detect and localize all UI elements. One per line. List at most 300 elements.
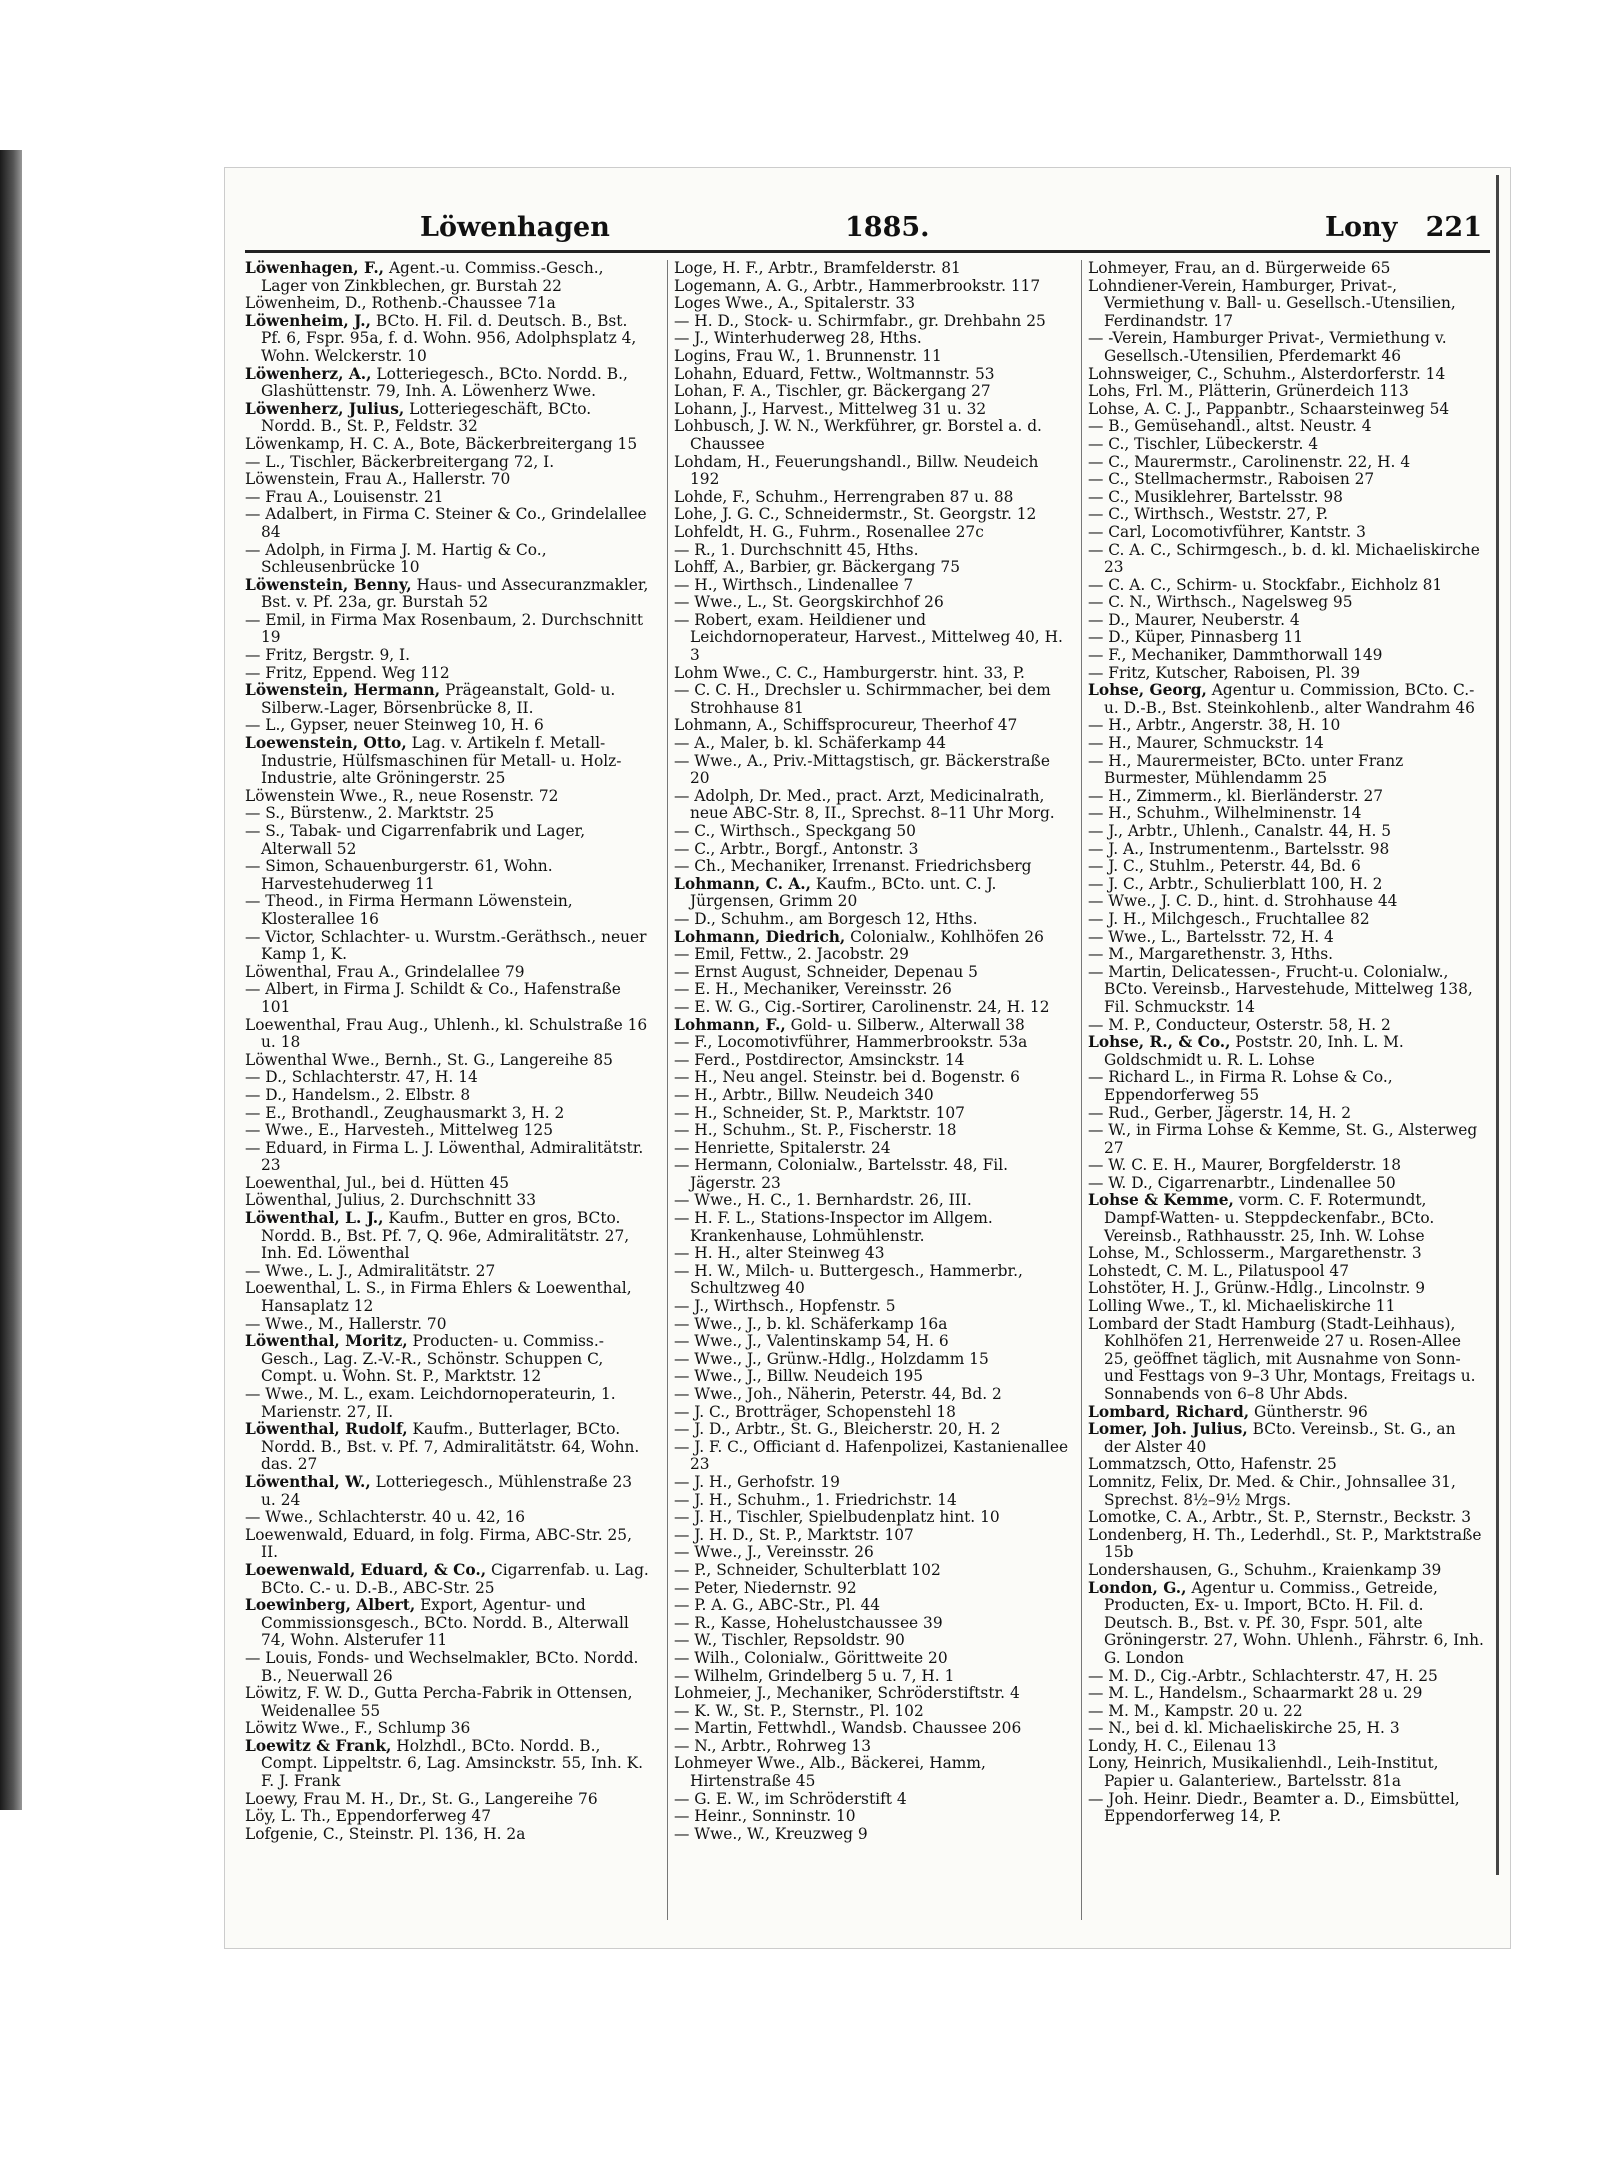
directory-entry xyxy=(245,1527,650,1562)
entry-text: Lolling Wwe., T., kl. Michaeliskirche 11 xyxy=(1088,1297,1396,1316)
entry-name: Lohmann, Diedrich, xyxy=(674,927,846,946)
entry-text: — J. H., Tischler, Spielbudenplatz hint. 10 xyxy=(674,1508,1000,1527)
directory-entry xyxy=(245,612,650,647)
column-1 xyxy=(245,260,650,1920)
directory-entry xyxy=(674,1263,1072,1298)
directory-entry xyxy=(674,1703,1072,1721)
entry-text: — Wilhelm, Grindelberg 5 u. 7, H. 1 xyxy=(674,1666,955,1685)
directory-entry xyxy=(245,1105,650,1123)
entry-text: — M., Margarethenstr. 3, Hths. xyxy=(1088,945,1334,964)
directory-entry xyxy=(1088,1703,1486,1721)
entry-text: — Emil, in Firma Max Rosenbaum, 2. Durchschnitt 19 xyxy=(245,610,644,647)
entry-text: Loewenthal, Jul., bei d. Hütten 45 xyxy=(245,1173,510,1192)
directory-entry xyxy=(245,665,650,683)
entry-text: Loewenthal, L. S., in Firma Ehlers & Loewenthal, Hansaplatz 12 xyxy=(245,1279,632,1316)
directory-entry xyxy=(674,1052,1072,1070)
entry-name: Löwenthal, Rudolf, xyxy=(245,1420,408,1439)
directory-entry xyxy=(674,1333,1072,1351)
directory-entry xyxy=(674,841,1072,859)
entry-text: Lohbusch, J. W. N., Werkführer, gr. Borstel a. d. Chaussee xyxy=(674,417,1042,453)
entry-text: — J. H. D., St. P., Marktstr. 107 xyxy=(674,1525,914,1544)
directory-entry xyxy=(245,1017,650,1052)
directory-entry xyxy=(674,1668,1072,1686)
directory-entry xyxy=(1088,1316,1486,1404)
directory-entry xyxy=(674,401,1072,419)
directory-entry xyxy=(1088,1192,1486,1245)
directory-entry xyxy=(674,1632,1072,1650)
directory-entry xyxy=(674,348,1072,366)
directory-entry xyxy=(1088,717,1486,735)
directory-entry xyxy=(674,1544,1072,1562)
entry-text: Agentur u. Commiss., Getreide, Producten, Ex- u. Import, BCto. H. Fil. d. Deutsch. B., Bst. v. Pf. 30, Fspr. 501, alte Gröningerstr. 27, Wohn. Uhlenh., Fährstr. 6, Inh. G. London xyxy=(1104,1578,1484,1667)
directory-entry xyxy=(245,1421,650,1474)
entry-text: Londy, H. C., Eilenau 13 xyxy=(1088,1736,1277,1755)
entry-text: BCto. Vereinsb., St. G., an der Alster 40 xyxy=(1104,1420,1456,1456)
directory-entry xyxy=(674,1404,1072,1422)
directory-entry xyxy=(674,911,1072,929)
entry-text: — Wwe., L., Bartelsstr. 72, H. 4 xyxy=(1088,927,1334,946)
directory-entry xyxy=(1088,1421,1486,1456)
page-header xyxy=(245,210,1490,253)
directory-entry xyxy=(245,366,650,401)
entry-name: Löwenstein, Benny, xyxy=(245,575,412,594)
entry-text: — C., Wirthsch., Speckgang 50 xyxy=(674,822,916,840)
directory-entry xyxy=(1088,1738,1486,1756)
entry-text: — B., Gemüsehandl., altst. Neustr. 4 xyxy=(1088,417,1372,436)
entry-text: Lohahn, Eduard, Fettw., Woltmannstr. 53 xyxy=(674,364,995,383)
directory-entry xyxy=(1088,1245,1486,1263)
entry-name: Loewinberg, Albert, xyxy=(245,1596,416,1615)
entry-text: — S., Bürstenw., 2. Marktstr. 25 xyxy=(245,804,495,823)
directory-entry xyxy=(245,929,650,964)
entry-text: Prägeanstalt, Gold- u. Silberw.-Lager, Börsenbrücke 8, II. xyxy=(261,681,616,717)
entry-text: Haus- und Assecuranzmakler, Bst. v. Pf. 23a, gr. Burstah 52 xyxy=(261,575,649,612)
entry-text: — R., 1. Durchschnitt 45, Hths. xyxy=(674,540,919,559)
entry-text: — Wwe., A., Priv.-Mittagstisch, gr. Bäckerstraße 20 xyxy=(674,751,1050,788)
entry-text: — C. N., Wirthsch., Nagelsweg 95 xyxy=(1088,593,1353,612)
entry-text: — H., Maurermeister, BCto. unter Franz Burmester, Mühlendamm 25 xyxy=(1088,751,1404,788)
directory-entry xyxy=(1088,1280,1486,1298)
book-spine-edge xyxy=(0,150,22,1810)
entry-text: vorm. C. F. Rotermundt, Dampf-Watten- u. Steppdeckenfabr., BCto. Vereinsb., Rathhausstr. 25, Inh. W. Lohse xyxy=(1104,1191,1435,1245)
entry-text: — N., bei d. kl. Michaeliskirche 25, H. 3 xyxy=(1088,1719,1400,1738)
directory-entry xyxy=(245,964,650,982)
entry-text: — Wilh., Colonialw., Görittweite 20 xyxy=(674,1648,948,1667)
entry-text: — R., Kasse, Hohelustchaussee 39 xyxy=(674,1613,943,1632)
entry-text: — Fritz, Eppend. Weg 112 xyxy=(245,663,450,682)
entry-text: — Adalbert, in Firma C. Steiner & Co., Grindelallee 84 xyxy=(245,505,647,541)
directory-entry xyxy=(1088,542,1486,577)
entry-text: Lohse, M., Schlosserm., Margarethenstr. 3 xyxy=(1088,1244,1422,1263)
directory-entry xyxy=(674,1738,1072,1756)
entry-text: — H., Arbtr., Billw. Neudeich 340 xyxy=(674,1085,934,1104)
directory-entry xyxy=(245,1316,650,1334)
entry-text: — C., Musiklehrer, Bartelsstr. 98 xyxy=(1088,487,1343,506)
entry-text: — Rud., Gerber, Jägerstr. 14, H. 2 xyxy=(1088,1103,1352,1122)
directory-entry xyxy=(1088,1404,1486,1422)
entry-name: London, G., xyxy=(1088,1578,1187,1597)
entry-text: Kaufm., BCto. unt. C. J. Jürgensen, Grimm 20 xyxy=(690,874,997,911)
entry-text: Lohs, Frl. M., Plätterin, Grünerdeich 113 xyxy=(1088,382,1409,401)
entry-name: Loewitz & Frank, xyxy=(245,1736,392,1755)
entry-text: — Victor, Schlachter- u. Wurstm.-Geräthsch., neuer Kamp 1, K. xyxy=(245,927,647,964)
entry-text: Agentur u. Commission, BCto. C.- u. D.-B., Bst. Steinkohlenb., alter Wandrahm 46 xyxy=(1104,681,1475,717)
entry-text: — Albert, in Firma J. Schildt & Co., Hafenstraße 101 xyxy=(245,980,621,1016)
running-head-right: Lony xyxy=(1325,212,1398,243)
directory-entry xyxy=(1088,735,1486,753)
directory-entry xyxy=(1088,823,1486,841)
entry-text: — Wwe., J., Valentinskamp 54, H. 6 xyxy=(674,1332,949,1351)
entry-text: — C., Arbtr., Borgf., Antonstr. 3 xyxy=(674,839,919,858)
entry-text: — Heinr., Sonninstr. 10 xyxy=(674,1807,856,1826)
entry-text: — Wwe., J., Billw. Neudeich 195 xyxy=(674,1367,924,1386)
entry-text: — E. H., Mechaniker, Vereinsstr. 26 xyxy=(674,980,952,999)
entry-text: — C. C. H., Drechsler u. Schirmmacher, bei dem Strohhause 81 xyxy=(674,681,1051,717)
directory-entry xyxy=(245,1192,650,1210)
directory-entry xyxy=(1088,1034,1486,1069)
entry-text: Lohm Wwe., C. C., Hamburgerstr. hint. 33, P. xyxy=(674,663,1025,682)
entry-text: — Wwe., M., Hallerstr. 70 xyxy=(245,1314,447,1333)
entry-name: Lomer, Joh. Julius, xyxy=(1088,1420,1248,1439)
directory-entry xyxy=(1088,1755,1486,1790)
directory-entry xyxy=(674,313,1072,331)
directory-entry xyxy=(245,1140,650,1175)
entry-text: Lohse, A. C. J., Pappanbtr., Schaarsteinweg 54 xyxy=(1088,399,1450,418)
entry-text: — -Verein, Hamburger Privat-, Vermiethung v. Gesellsch.-Utensilien, Pferdemarkt 46 xyxy=(1088,329,1447,365)
directory-entry xyxy=(1088,383,1486,401)
directory-entry xyxy=(674,1474,1072,1492)
directory-entry xyxy=(674,1755,1072,1790)
directory-entry xyxy=(245,1069,650,1087)
directory-entry xyxy=(245,1122,650,1140)
entry-text: — Wwe., W., Kreuzweg 9 xyxy=(674,1824,868,1843)
entry-text: — Wwe., H. C., 1. Bernhardstr. 26, III. xyxy=(674,1191,972,1210)
entry-text: — S., Tabak- und Cigarrenfabrik und Lager, Alterwall 52 xyxy=(245,822,586,858)
directory-entry xyxy=(674,594,1072,612)
entry-text: — Wwe., J., b. kl. Schäferkamp 16a xyxy=(674,1314,948,1333)
entry-text: — F., Locomotivführer, Hammerbrookstr. 53a xyxy=(674,1033,1028,1052)
directory-entry xyxy=(674,1192,1072,1210)
entry-text: — P., Schneider, Schulterblatt 102 xyxy=(674,1560,941,1579)
entry-text: Londershausen, G., Schuhm., Kraienkamp 39 xyxy=(1088,1560,1442,1579)
directory-entry xyxy=(674,454,1072,489)
page-number: 221 xyxy=(1425,212,1482,243)
entry-text: — H., Schuhm., Wilhelminenstr. 14 xyxy=(1088,804,1362,823)
entry-text: — H., Neu angel. Steinstr. bei d. Bogenstr. 6 xyxy=(674,1068,1020,1087)
directory-entry xyxy=(245,1650,650,1685)
entry-text: — C., Stellmachermstr., Raboisen 27 xyxy=(1088,470,1375,489)
entry-text: — Wwe., L., St. Georgskirchhof 26 xyxy=(674,593,944,612)
directory-entry xyxy=(674,735,1072,753)
entry-name: Lohmann, F., xyxy=(674,1015,786,1034)
entry-text: — J. C., Stuhlm., Peterstr. 44, Bd. 6 xyxy=(1088,857,1361,876)
directory-entry xyxy=(674,1492,1072,1510)
directory-entry xyxy=(674,418,1072,453)
entry-text: — Martin, Fettwhdl., Wandsb. Chaussee 206 xyxy=(674,1719,1022,1738)
entry-text: Lohnsweiger, C., Schuhm., Alsterdorferstr. 14 xyxy=(1088,364,1446,383)
entry-text: — C., Wirthsch., Weststr. 27, P. xyxy=(1088,505,1329,524)
entry-text: — Hermann, Colonialw., Bartelsstr. 48, Fil. Jägerstr. 23 xyxy=(674,1156,1009,1192)
directory-entry xyxy=(674,1386,1072,1404)
entry-text: — Wwe., M. L., exam. Leichdornoperateurin, 1. Marienstr. 27, II. xyxy=(245,1385,616,1421)
entry-text: Löwenstein Wwe., R., neue Rosenstr. 72 xyxy=(245,786,559,805)
directory-entry xyxy=(1088,629,1486,647)
directory-entry xyxy=(245,1720,650,1738)
directory-entry xyxy=(245,542,650,577)
directory-entry xyxy=(674,330,1072,348)
column-3 xyxy=(1081,260,1486,1920)
entry-text: BCto. H. Fil. d. Deutsch. B., Bst. Pf. 6, Fspr. 95a, f. d. Wohn. 956, Adolphsplatz 4, Wohn. Welckerstr. 10 xyxy=(261,311,637,365)
directory-entry xyxy=(1088,1263,1486,1281)
entry-text: — D., Küper, Pinnasberg 11 xyxy=(1088,628,1304,647)
entry-text: — W., Tischler, Repsoldstr. 90 xyxy=(674,1631,905,1650)
entry-text: Loge, H. F., Arbtr., Bramfelderstr. 81 xyxy=(674,260,961,277)
entry-text: — J. F. C., Officiant d. Hafenpolizei, Kastanienallee 23 xyxy=(674,1437,1069,1474)
directory-entry xyxy=(674,964,1072,982)
directory-entry xyxy=(674,1157,1072,1192)
entry-text: — Ferd., Postdirector, Amsinckstr. 14 xyxy=(674,1050,965,1069)
directory-entry xyxy=(245,858,650,893)
entry-text: — W. C. E. H., Maurer, Borgfelderstr. 18 xyxy=(1088,1156,1402,1175)
entry-text: Lommatzsch, Otto, Hafenstr. 25 xyxy=(1088,1455,1337,1474)
entry-text: Lag. v. Artikeln f. Metall-Industrie, Hülfsmaschinen für Metall- u. Holz-Industrie, alte Gröningerstr. 25 xyxy=(261,734,622,788)
entry-text: — J., Winterhuderweg 28, Hths. xyxy=(674,329,922,348)
entry-text: — J., Arbtr., Uhlenh., Canalstr. 44, H. 5 xyxy=(1088,822,1392,840)
column-2 xyxy=(667,260,1072,1920)
directory-entry xyxy=(1088,665,1486,683)
entry-text: — J. C., Arbtr., Schulierblatt 100, H. 2 xyxy=(1088,874,1383,893)
entry-text: — H. H., alter Steinweg 43 xyxy=(674,1244,885,1263)
entry-text: Colonialw., Kohlhöfen 26 xyxy=(845,927,1044,946)
entry-text: — C., Maurermstr., Carolinenstr. 22, H. 4 xyxy=(1088,452,1411,471)
entry-name: Löwenthal, W., xyxy=(245,1472,371,1491)
page-year: 1885. xyxy=(845,212,930,243)
entry-name: Löwenstein, Hermann, xyxy=(245,681,441,700)
directory-entry xyxy=(1088,454,1486,472)
entry-text: Löy, L. Th., Eppendorferweg 47 xyxy=(245,1807,491,1826)
entry-text: — H., Schneider, St. P., Marktstr. 107 xyxy=(674,1103,965,1122)
directory-entry xyxy=(674,665,1072,683)
entry-text: — M. P., Conducteur, Osterstr. 58, H. 2 xyxy=(1088,1015,1391,1034)
entry-text: Holzhdl., BCto. Nordd. B., Compt. Lippeltstr. 6, Lag. Amsinckstr. 55, Inh. K. F. J. Frank xyxy=(261,1736,644,1791)
directory-entry xyxy=(245,1087,650,1105)
directory-entry xyxy=(674,1808,1072,1826)
directory-entry xyxy=(1088,788,1486,806)
entry-text: Lohfeldt, H. G., Fuhrm., Rosenallee 27c xyxy=(674,522,984,541)
entry-text: — M. M., Kampstr. 20 u. 22 xyxy=(1088,1701,1303,1720)
entry-text: Löwitz Wwe., F., Schlump 36 xyxy=(245,1719,471,1738)
entry-text: Löwitz, F. W. D., Gutta Percha-Fabrik in Ottensen, Weidenallee 55 xyxy=(245,1684,633,1720)
directory-entry xyxy=(245,1738,650,1791)
page-edge xyxy=(1496,175,1499,1875)
directory-entry xyxy=(245,471,650,489)
directory-entry xyxy=(245,260,650,295)
directory-entry xyxy=(1088,1668,1486,1686)
entry-text: Logemann, A. G., Arbtr., Hammerbrookstr. 117 xyxy=(674,276,1041,295)
directory-entry xyxy=(1088,401,1486,419)
directory-entry xyxy=(245,1175,650,1193)
directory-entry xyxy=(674,929,1072,947)
entry-text: — Wwe., Joh., Näherin, Peterstr. 44, Bd. 2 xyxy=(674,1385,1002,1403)
entry-text: — L., Gypser, neuer Steinweg 10, H. 6 xyxy=(245,716,544,735)
entry-text: Lombard der Stadt Hamburg (Stadt-Leihhaus), Kohlhöfen 21, Herrenweide 27 u. Rosen-Allee 25, geöffnet täglich, mit Ausnahme von Sonn- und Festtags von 9–3 Uhr, Montags, Freitags u. Sonnabends von 6–8 Uhr Abds. xyxy=(1088,1314,1476,1403)
directory-entry xyxy=(674,1316,1072,1334)
directory-entry xyxy=(674,1720,1072,1738)
directory-entry xyxy=(1088,1474,1486,1509)
entry-text: — C. A. C., Schirmgesch., b. d. kl. Michaeliskirche 23 xyxy=(1088,540,1480,577)
entry-text: Loewy, Frau M. H., Dr., St. G., Langereihe 76 xyxy=(245,1789,598,1808)
directory-entry xyxy=(1088,647,1486,665)
entry-text: — J. H., Milchgesch., Fruchtallee 82 xyxy=(1088,909,1370,928)
directory-entry xyxy=(674,278,1072,296)
directory-entry xyxy=(1088,1685,1486,1703)
entry-text: — Adolph, in Firma J. M. Hartig & Co., Schleusenbrücke 10 xyxy=(245,540,547,577)
entry-text: — W. D., Cigarrenarbtr., Lindenallee 50 xyxy=(1088,1173,1396,1192)
entry-text: — J. C., Brotträger, Schopenstehl 18 xyxy=(674,1402,956,1421)
directory-entry xyxy=(245,1263,650,1281)
entry-name: Löwenherz, A., xyxy=(245,364,372,383)
entry-text: — Peter, Niedernstr. 92 xyxy=(674,1578,857,1597)
entry-text: — G. E. W., im Schröderstift 4 xyxy=(674,1789,907,1808)
directory-entry xyxy=(1088,858,1486,876)
entry-text: Lohmeyer, Frau, an d. Bürgerweide 65 xyxy=(1088,260,1391,277)
directory-entry xyxy=(245,682,650,717)
entry-text: Cigarrenfab. u. Lag. BCto. C.- u. D.-B., ABC-Str. 25 xyxy=(261,1560,649,1597)
directory-entry xyxy=(245,805,650,823)
entry-text: Lohndiener-Verein, Hamburger, Privat-, Vermiethung v. Ball- u. Gesellsch.-Utensilien, Ferdinandstr. 17 xyxy=(1088,276,1456,330)
entry-text: Loges Wwe., A., Spitalerstr. 33 xyxy=(674,294,915,313)
entry-text: — Wwe., Schlachterstr. 40 u. 42, 16 xyxy=(245,1508,526,1527)
entry-text: — H. D., Stock- u. Schirmfabr., gr. Drehbahn 25 xyxy=(674,311,1046,330)
entry-text: Lotteriegesch., Mühlenstraße 23 u. 24 xyxy=(261,1472,633,1509)
entry-text: — Fritz, Bergstr. 9, I. xyxy=(245,646,411,665)
directory-entry xyxy=(245,401,650,436)
directory-entry xyxy=(1088,577,1486,595)
directory-entry xyxy=(674,1034,1072,1052)
directory-entry xyxy=(674,717,1072,735)
directory-entry xyxy=(1088,1580,1486,1668)
directory-entry xyxy=(1088,260,1486,278)
directory-entry xyxy=(245,1386,650,1421)
directory-entry xyxy=(1088,682,1486,717)
directory-entry xyxy=(245,1333,650,1386)
directory-entry xyxy=(245,1826,650,1844)
directory-entry xyxy=(245,1597,650,1650)
entry-text: Poststr. 20, Inh. L. M. Goldschmidt u. R. L. Lohse xyxy=(1104,1033,1404,1069)
directory-page xyxy=(225,168,1510,1948)
entry-text: Lotteriegeschäft, BCto. Nordd. B., St. P., Feldstr. 32 xyxy=(261,399,592,436)
directory-entry xyxy=(674,489,1072,507)
directory-entry xyxy=(245,1280,650,1315)
directory-entry xyxy=(674,858,1072,876)
directory-entry xyxy=(674,1122,1072,1140)
directory-entry xyxy=(674,1298,1072,1316)
entry-text: Agent.-u. Commiss.-Gesch., Lager von Zinkblechen, gr. Burstah 22 xyxy=(261,260,604,295)
entry-text: Lohmeier, J., Mechaniker, Schröderstiftstr. 4 xyxy=(674,1684,1020,1703)
entry-text: — Fritz, Kutscher, Raboisen, Pl. 39 xyxy=(1088,663,1361,682)
directory-entry xyxy=(674,1527,1072,1545)
directory-entry xyxy=(1088,612,1486,630)
entry-text: — L., Tischler, Bäckerbreitergang 72, I. xyxy=(245,452,555,471)
entry-text: — Henriette, Spitalerstr. 24 xyxy=(674,1138,891,1157)
entry-text: — Theod., in Firma Hermann Löwenstein, Klosterallee 16 xyxy=(245,892,573,928)
directory-entry xyxy=(245,454,650,472)
entry-text: — Richard L., in Firma R. Lohse & Co., Eppendorferweg 55 xyxy=(1088,1068,1393,1104)
directory-entry xyxy=(674,1421,1072,1439)
entry-text: — C., Tischler, Lübeckerstr. 4 xyxy=(1088,434,1319,453)
entry-text: Lohmann, A., Schiffsprocureur, Theerhof 47 xyxy=(674,716,1018,735)
directory-entry xyxy=(1088,366,1486,384)
directory-entry xyxy=(245,313,650,366)
entry-text: — Robert, exam. Heildiener und Leichdornoperateur, Harvest., Mittelweg 40, H. 3 xyxy=(674,610,1063,665)
directory-entry xyxy=(1088,1791,1486,1826)
entry-text: — D., Handelsm., 2. Elbstr. 8 xyxy=(245,1085,471,1104)
entry-text: Londenberg, H. Th., Lederhdl., St. P., Marktstraße 15b xyxy=(1088,1525,1482,1562)
entry-text: — K. W., St. P., Sternstr., Pl. 102 xyxy=(674,1701,924,1720)
directory-entry xyxy=(1088,506,1486,524)
directory-entry xyxy=(674,682,1072,717)
directory-entry xyxy=(1088,964,1486,1017)
entry-text: — H. W., Milch- u. Buttergesch., Hammerbr., Schultzweg 40 xyxy=(674,1261,1023,1298)
entry-text: — M. D., Cig.-Arbtr., Schlachterstr. 47, H. 25 xyxy=(1088,1666,1438,1685)
entry-text: — Louis, Fonds- und Wechselmakler, BCto. Nordd. B., Neuerwall 26 xyxy=(245,1648,639,1685)
directory-entry xyxy=(245,788,650,806)
directory-entry xyxy=(674,1826,1072,1844)
entry-name: Löwenherz, Julius, xyxy=(245,399,405,418)
directory-entry xyxy=(674,1351,1072,1369)
directory-entry xyxy=(245,1562,650,1597)
directory-entry xyxy=(674,823,1072,841)
entry-text: — Wwe., J. C. D., hint. d. Strohhause 44 xyxy=(1088,892,1398,911)
directory-entry xyxy=(1088,278,1486,331)
entry-text: — J., Wirthsch., Hopfenstr. 5 xyxy=(674,1297,896,1316)
entry-text: Loewenwald, Eduard, in folg. Firma, ABC-Str. 25, II. xyxy=(245,1525,632,1562)
entry-text: Lohde, F., Schuhm., Herrengraben 87 u. 88 xyxy=(674,487,1014,506)
directory-entry xyxy=(674,542,1072,560)
entry-text: — E., Brothandl., Zeughausmarkt 3, H. 2 xyxy=(245,1103,565,1122)
directory-entry xyxy=(245,1685,650,1720)
entry-name: Loewenwald, Eduard, & Co., xyxy=(245,1560,487,1579)
directory-entry xyxy=(245,1509,650,1527)
entry-text: Löwenstein, Frau A., Hallerstr. 70 xyxy=(245,470,511,489)
directory-entry xyxy=(674,524,1072,542)
entry-text: — H., Arbtr., Angerstr. 38, H. 10 xyxy=(1088,716,1341,735)
entry-text: — Emil, Fettw., 2. Jacobstr. 29 xyxy=(674,945,909,964)
entry-text: Logins, Frau W., 1. Brunnenstr. 11 xyxy=(674,346,942,365)
directory-entry xyxy=(1088,805,1486,823)
directory-entry xyxy=(1088,893,1486,911)
entry-text: — J. A., Instrumentenm., Bartelsstr. 98 xyxy=(1088,839,1390,858)
directory-entry xyxy=(674,577,1072,595)
entry-text: — Wwe., J., Grünw.-Hdlg., Holzdamm 15 xyxy=(674,1349,989,1368)
entry-text: Lohstedt, C. M. L., Pilatuspool 47 xyxy=(1088,1261,1350,1280)
entry-name: Löwenheim, J., xyxy=(245,311,371,330)
directory-entry xyxy=(674,1368,1072,1386)
entry-name: Lohse & Kemme, xyxy=(1088,1191,1234,1210)
entry-text: — Eduard, in Firma L. J. Löwenthal, Admiralitätstr. 23 xyxy=(245,1138,644,1175)
entry-text: — Adolph, Dr. Med., pract. Arzt, Medicinalrath, neue ABC-Str. 8, II., Sprechst. 8–11 Uhr Morg. xyxy=(674,786,1055,823)
entry-text: — D., Maurer, Neuberstr. 4 xyxy=(1088,610,1300,629)
directory-entry xyxy=(674,1685,1072,1703)
entry-text: — D., Schuhm., am Borgesch 12, Hths. xyxy=(674,909,978,928)
entry-text: Kaufm., Butter en gros, BCto. Nordd. B., Bst. Pf. 7, Q. 96e, Admiralitätstr. 27, Inh. Ed. Löwenthal xyxy=(261,1209,630,1263)
directory-entry xyxy=(674,1087,1072,1105)
directory-entry xyxy=(1088,841,1486,859)
entry-text: Lotteriegesch., BCto. Nordd. B., Glashüttenstr. 79, Inh. A. Löwenherz Wwe. xyxy=(261,364,628,401)
directory-entry xyxy=(245,981,650,1016)
running-head-left: Löwenhagen xyxy=(420,212,610,243)
directory-entry xyxy=(245,436,650,454)
